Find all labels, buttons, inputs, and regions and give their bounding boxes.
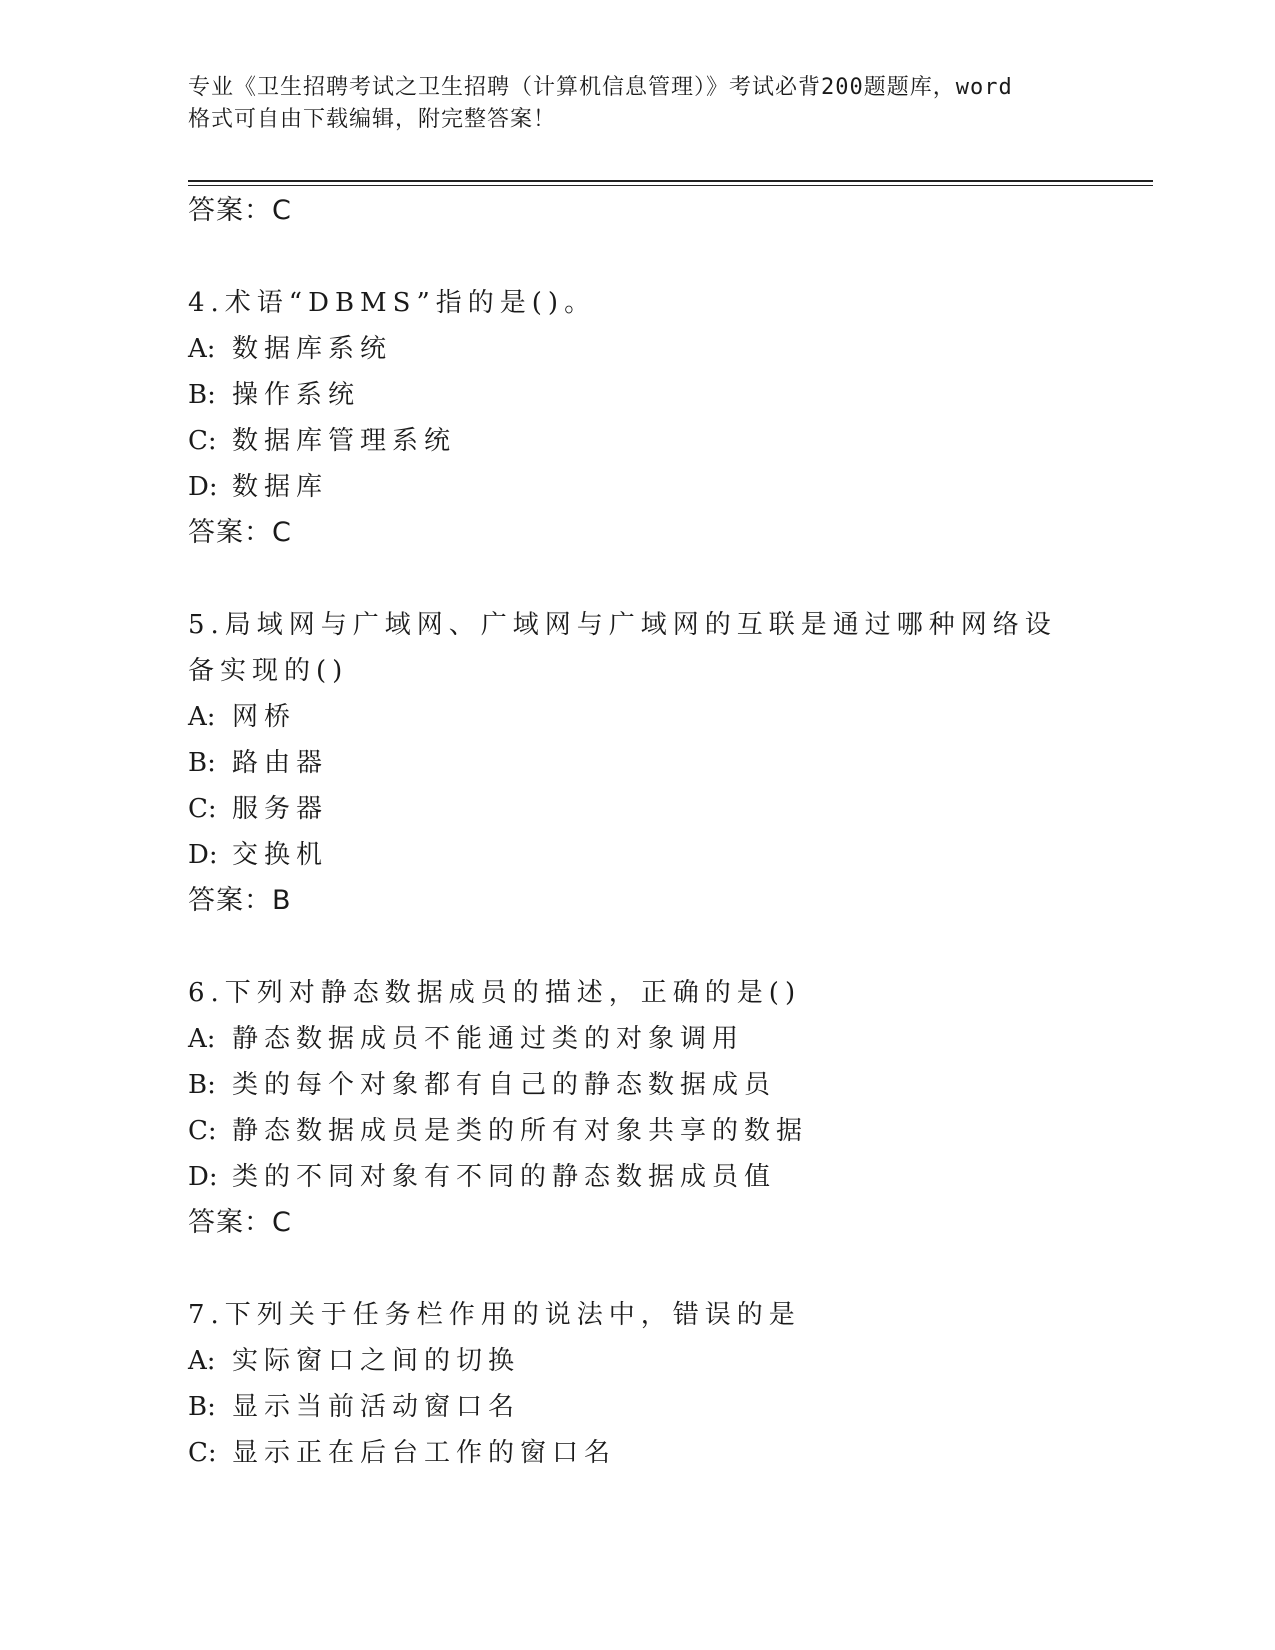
header-line-2: 格式可自由下载编辑，附完整答案！ [188, 107, 557, 132]
option-a: A: 静态数据成员不能通过类的对象调用 [188, 1024, 745, 1054]
option-c: C: 服务器 [188, 794, 329, 824]
option-a: A: 实际窗口之间的切换 [188, 1346, 521, 1376]
option-d: D: 数据库 [188, 472, 329, 502]
option-a: A: 网桥 [188, 702, 297, 732]
question-list [188, 188, 1148, 1476]
answer-line: 答案：C [188, 1207, 292, 1238]
option-c: C: 静态数据成员是类的所有对象共享的数据 [188, 1116, 809, 1146]
answer-line: 答案：C [188, 195, 292, 226]
header-divider-thin [188, 185, 1153, 186]
question-5: 5.局域网与广域网、广域网与广域网的互联是通过哪种网络设备实现的() [188, 610, 1057, 686]
answer-line: 答案：B [188, 885, 292, 916]
question-4: 4.术语“DBMS”指的是()。 [188, 288, 597, 318]
question-7: 7.下列关于任务栏作用的说法中，错误的是 [188, 1300, 801, 1330]
option-b: B: 路由器 [188, 748, 329, 778]
option-b: B: 操作系统 [188, 380, 361, 410]
option-b: B: 类的每个对象都有自己的静态数据成员 [188, 1070, 777, 1100]
option-b: B: 显示当前活动窗口名 [188, 1392, 521, 1422]
option-a: A: 数据库系统 [188, 334, 393, 364]
option-d: D: 类的不同对象有不同的静态数据成员值 [188, 1162, 777, 1192]
option-d: D: 交换机 [188, 840, 329, 870]
header-divider-thick [188, 180, 1153, 182]
document-header [188, 72, 1088, 136]
option-c: C: 数据库管理系统 [188, 426, 457, 456]
option-c: C: 显示正在后台工作的窗口名 [188, 1438, 617, 1468]
question-6: 6.下列对静态数据成员的描述，正确的是() [188, 978, 802, 1008]
answer-line: 答案：C [188, 517, 292, 548]
header-line-1: 专业《卫生招聘考试之卫生招聘（计算机信息管理）》考试必背200题题库，word [188, 75, 1013, 100]
